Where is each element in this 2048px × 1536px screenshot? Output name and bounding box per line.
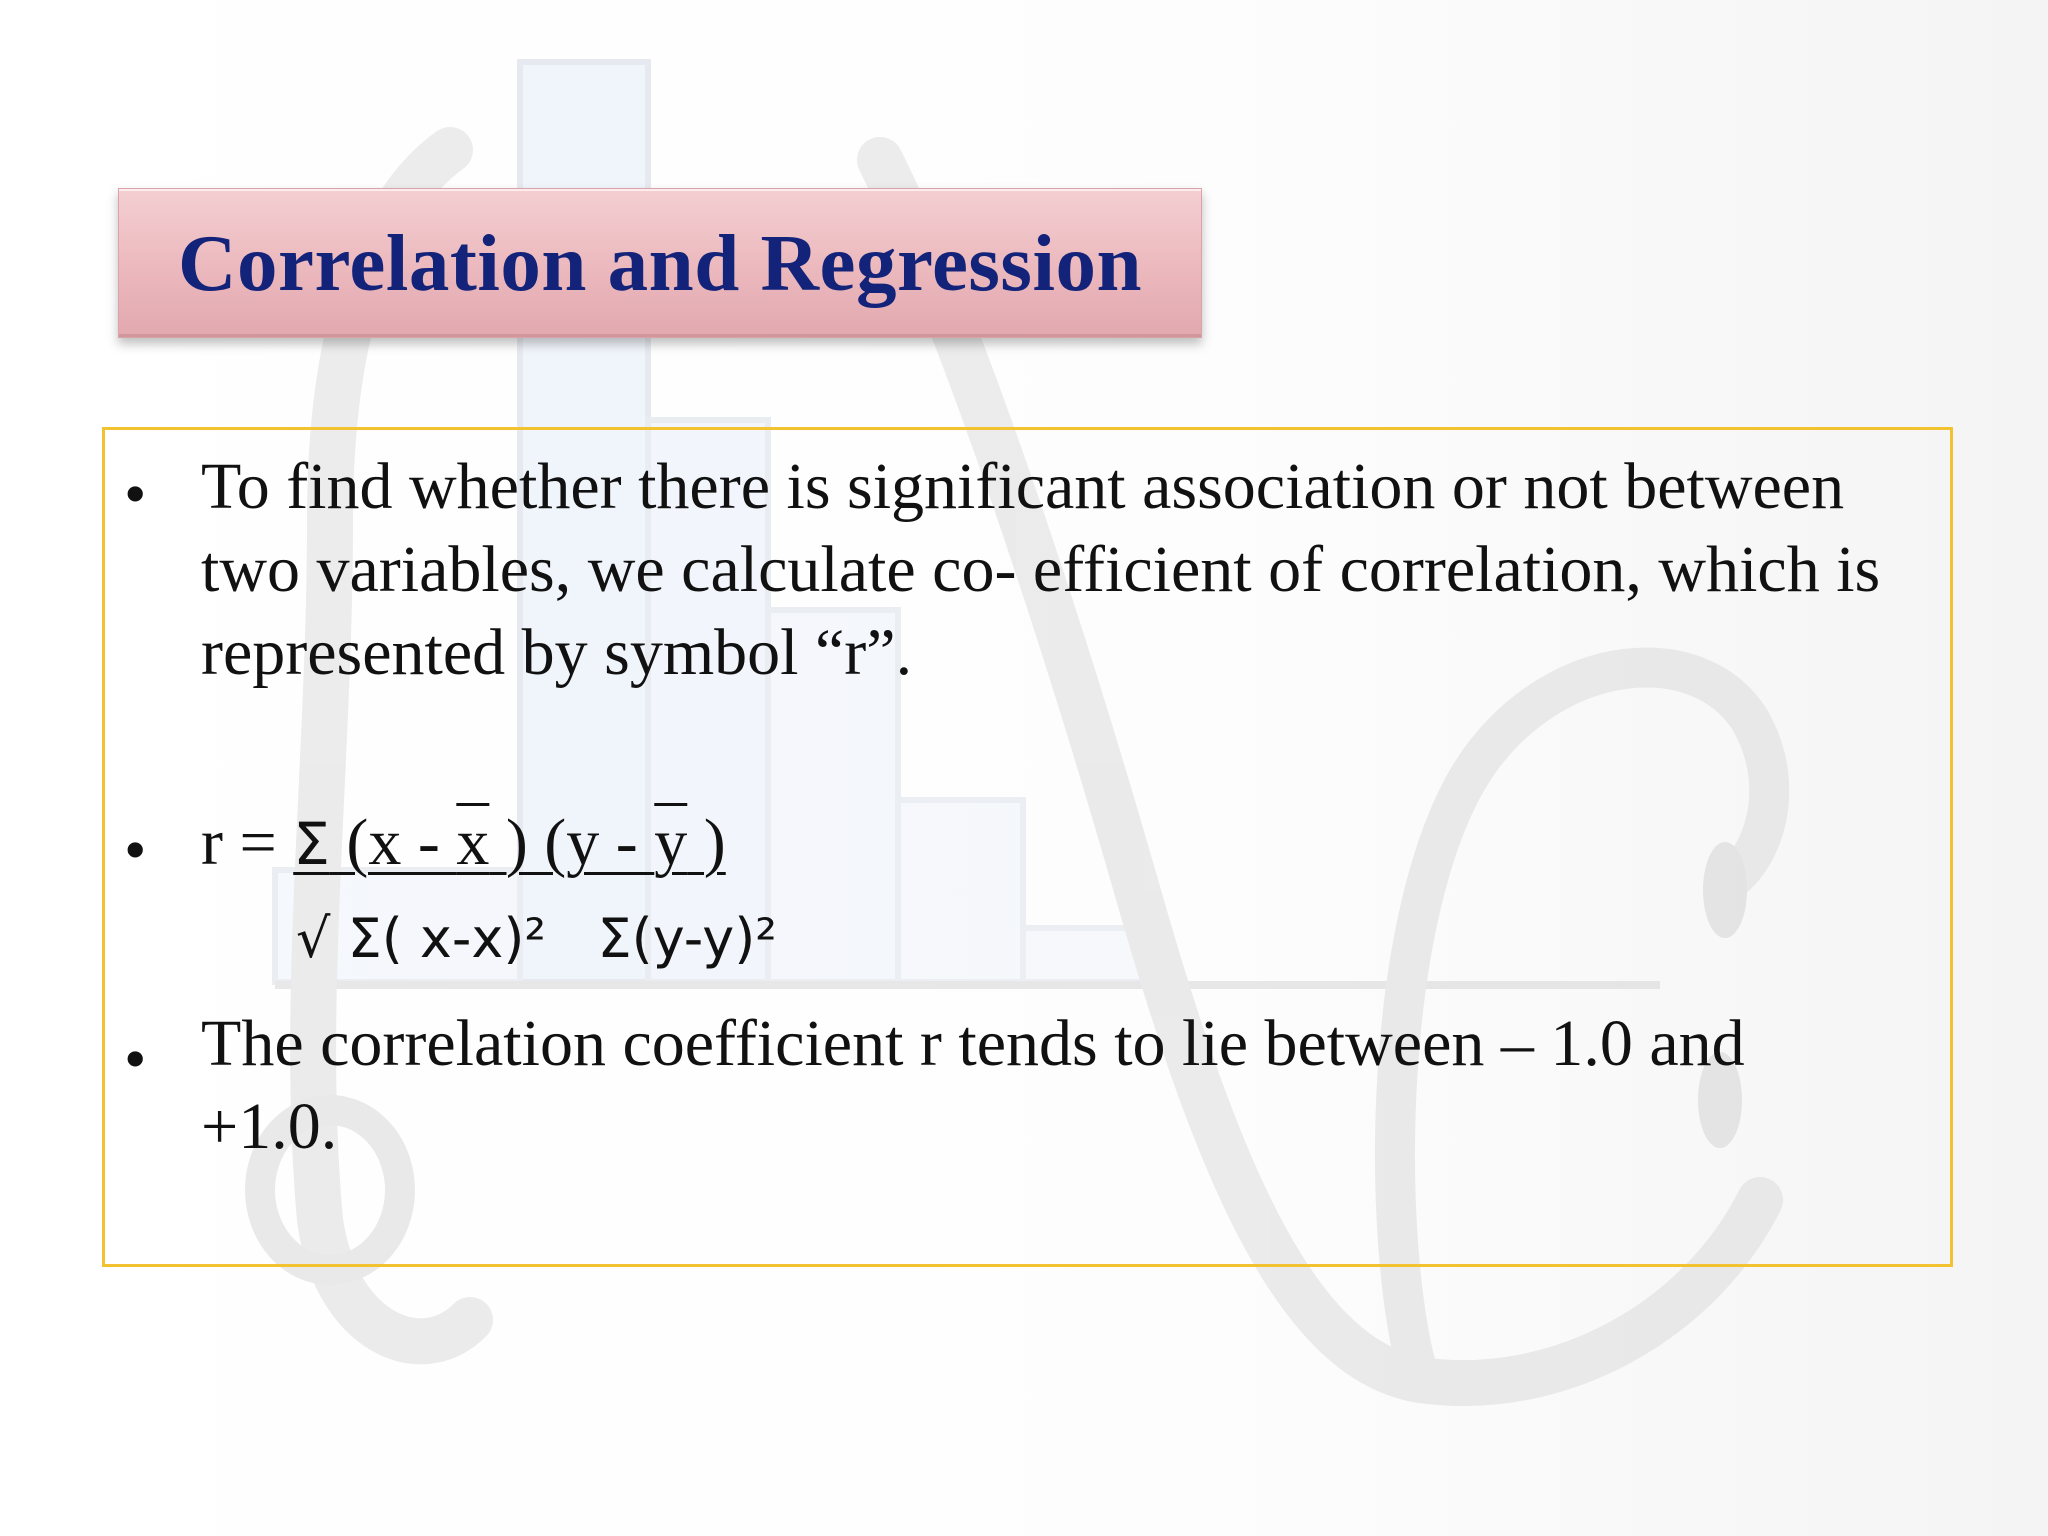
slide-title: Correlation and Regression (178, 217, 1142, 308)
bullet-1-text: To find whether there is significant association or not between two variables, we calculate co- efficient of correlation, which is represented by symbol “r”. (201, 450, 1881, 689)
y-bar: y (654, 806, 688, 879)
bullet-3-text-line1: The correlation coefficient r tends to lie between – 1.0 and (201, 1007, 1745, 1080)
correlation-formula-numerator (201, 806, 726, 879)
formula-part-close: ) (687, 806, 726, 879)
bullet-1-marker: • (124, 458, 147, 529)
x-bar: x (456, 806, 490, 879)
bullet-3-marker: • (124, 1023, 147, 1094)
bullet-2-marker: • (124, 814, 147, 885)
formula-part-open: (x - (329, 806, 457, 879)
correlation-formula-denominator: √ Σ( x-x)² Σ(y-y)² (296, 907, 777, 970)
title-banner (118, 188, 1202, 338)
formula-part-mid: ) (y - (489, 806, 655, 879)
bullet-3-text-line2: +1.0. (201, 1090, 338, 1163)
formula-numerator (293, 806, 726, 879)
formula-lhs: r = (201, 806, 294, 879)
sigma-symbol: Σ (293, 810, 330, 878)
